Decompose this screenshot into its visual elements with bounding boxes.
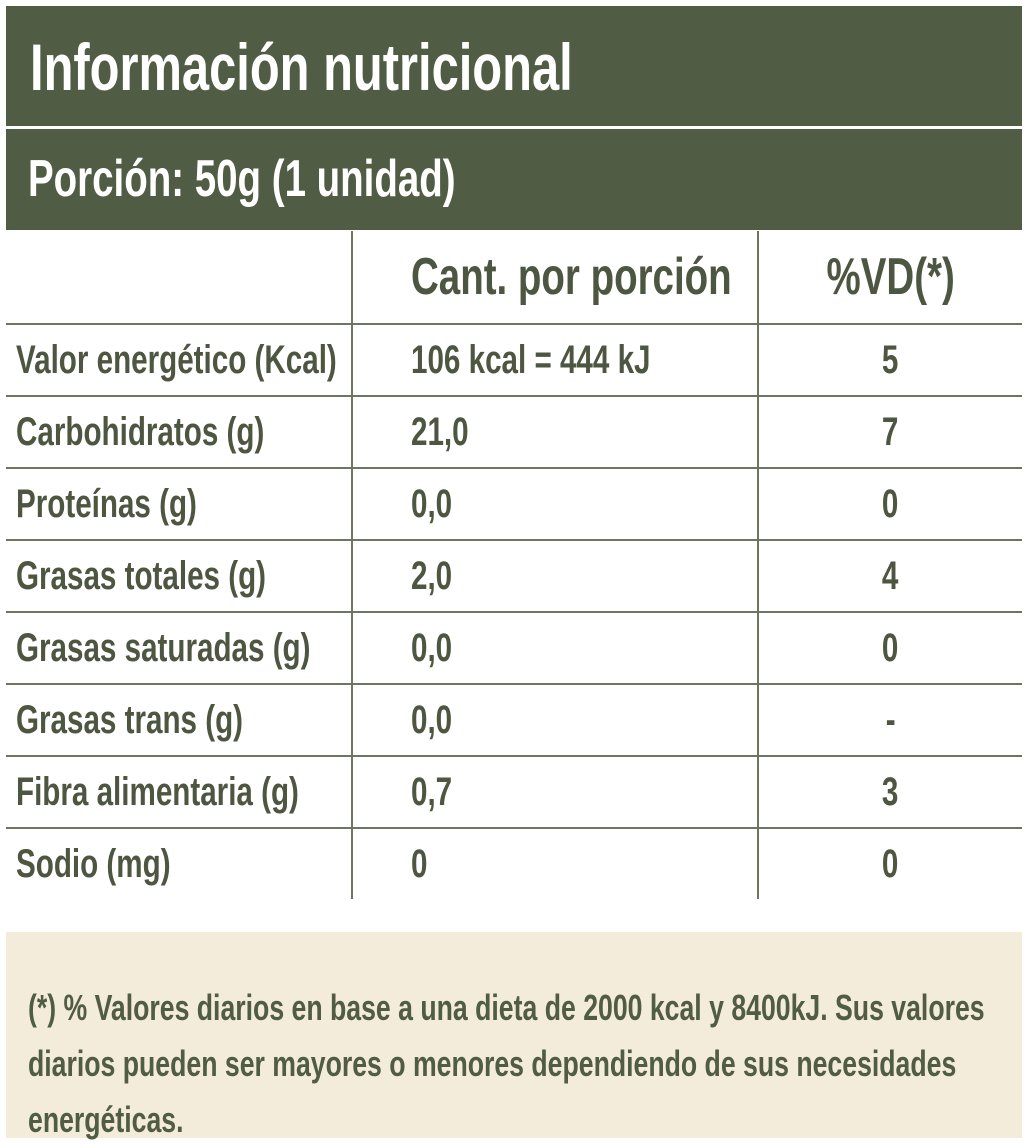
nutrient-vd: 4: [758, 540, 1022, 612]
nutrient-amount: 106 kcal = 444 kJ: [352, 324, 758, 396]
nutrient-name: Valor energético (Kcal): [6, 324, 352, 396]
nutrition-table: [6, 231, 1022, 899]
nutrient-amount: 0,7: [352, 756, 758, 828]
nutrient-name: Grasas totales (g): [6, 540, 352, 612]
nutrition-title-text: Información nutricional: [30, 30, 573, 104]
portion-size-text: Porción: 50g (1 unidad): [28, 150, 456, 208]
footnote-box: [6, 932, 1022, 1138]
portion-bar: [6, 129, 1022, 230]
nutrient-vd: 7: [758, 396, 1022, 468]
nutrient-vd: 3: [758, 756, 1022, 828]
nutrient-name: Fibra alimentaria (g): [6, 756, 352, 828]
table-row: [6, 540, 1022, 612]
nutrient-name: Sodio (mg): [16, 841, 171, 886]
table-row: [6, 324, 1022, 396]
nutrient-name: Grasas trans (g): [6, 684, 352, 756]
nutrient-vd: -: [758, 684, 1022, 756]
nutrient-name: Carbohidratos (g): [6, 396, 352, 468]
nutrient-amount: 0,0: [352, 468, 758, 540]
nutrient-amount: 2,0: [352, 540, 758, 612]
nutrient-vd: 5: [758, 324, 1022, 396]
nutrient-name: Proteínas (g): [6, 468, 352, 540]
nutrient-name: Grasas saturadas (g): [6, 612, 352, 684]
header-amount: Cant. por porción: [352, 231, 758, 324]
table-row: [6, 468, 1022, 540]
nutrient-vd: 0: [758, 828, 1022, 899]
nutrition-title: [30, 28, 763, 106]
nutrient-amount: 21,0: [352, 396, 758, 468]
portion-size: [28, 149, 606, 209]
table-row: [6, 684, 1022, 756]
nutrient-amount: 0,0: [352, 612, 758, 684]
title-bar: [6, 6, 1022, 126]
table-row: [6, 828, 1022, 899]
table-row: [6, 756, 1022, 828]
nutrient-vd: 0: [758, 612, 1022, 684]
header-vd: %VD(*): [758, 231, 1022, 324]
table-header-row: [6, 231, 1022, 324]
table-row: [6, 612, 1022, 684]
nutrient-vd: 0: [758, 468, 1022, 540]
footnote-text: (*) % Valores diarios en base a una dieta de 2000 kcal y 8400kJ. Sus valores diarios pueden ser mayores o menores dependiendo de sus necesidades energéticas.: [28, 987, 985, 1140]
nutrient-amount: 0,0: [352, 684, 758, 756]
nutrient-amount: 0: [352, 828, 758, 899]
table-row: [6, 396, 1022, 468]
header-nutrient: [6, 231, 352, 324]
